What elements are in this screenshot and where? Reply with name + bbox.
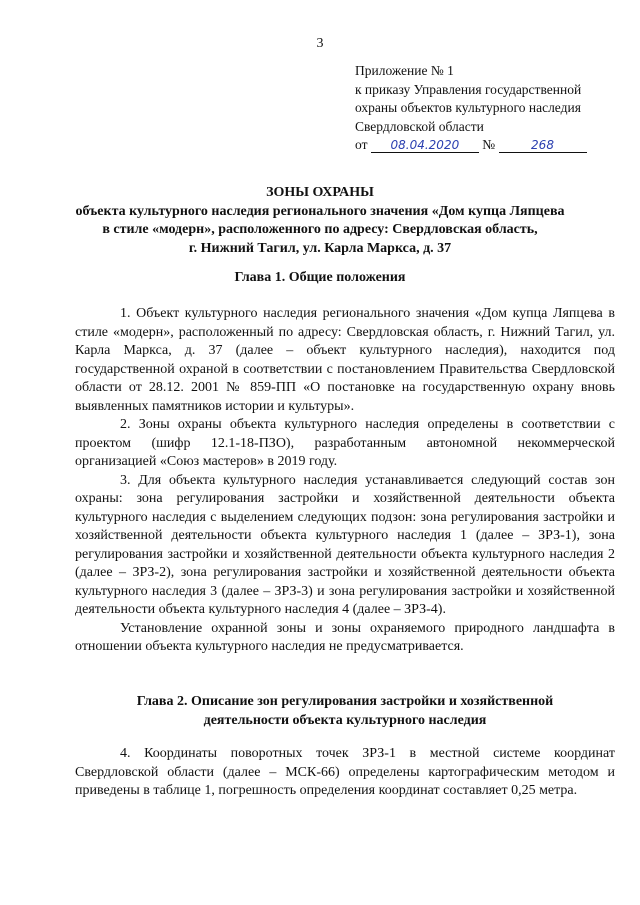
appendix-line: Приложение № 1 — [355, 63, 454, 78]
handwritten-number: 268 — [499, 138, 587, 153]
appendix-line: охраны объектов культурного наследия — [355, 100, 581, 115]
order-date-number-row — [355, 136, 587, 155]
paragraph-establishment: Установление охранной зоны и зоны охраняемого природного ландшафта в отношении объекта культурного наследия не предусматривается. — [75, 620, 615, 654]
title-heading: ЗОНЫ ОХРАНЫ — [266, 185, 374, 200]
chapter-2-heading-line: Глава 2. Описание зон регулирования застройки и хозяйственной — [136, 694, 554, 709]
chapter-1-body — [75, 305, 615, 657]
title-line: объекта культурного наследия регионального значения «Дом купца Ляпцева — [75, 203, 565, 219]
appendix-block — [355, 62, 587, 155]
document-title — [0, 184, 640, 258]
chapter-2-body — [75, 745, 615, 801]
title-line: г. Нижний Тагил, ул. Карла Маркса, д. 37 — [188, 240, 452, 256]
appendix-line: Свердловской области — [355, 118, 484, 134]
title-line: в стиле «модерн», расположенного по адресу: Свердловская область, — [102, 222, 538, 237]
page-number: 3 — [316, 36, 324, 51]
paragraph-1: 1. Объект культурного наследия регионального значения «Дом купца Ляпцева в стиле «модерн», расположенный по адресу: Свердловская область, г. Нижний Тагил, ул. Карла Маркса, д. 37 (далее – объект культурного наследия), находится под государственной охраной в соответствии с постановлением Правительства Свердловской области от 28.12. 2001 № 859-ПП «О постановке на государственную охрану вновь выявленных памятников истории и культуры». — [75, 306, 615, 414]
chapter-2-heading-line: деятельности объекта культурного наследия — [203, 713, 487, 728]
paragraph-4: 4. Координаты поворотных точек ЗРЗ-1 в местной системе координат Свердловской области (далее – МСК-66) определены картографическим методом и приведены в таблице 1, погрешность определения координат составляет 0,25 метра. — [75, 746, 615, 798]
chapter-1-heading: Глава 1. Общие положения — [234, 270, 406, 285]
from-label: от — [355, 137, 368, 152]
appendix-line: к приказу Управления государственной — [355, 81, 582, 97]
chapter-2-heading — [75, 692, 615, 730]
paragraph-2: 2. Зоны охраны объекта культурного наследия определены в соответствии с проектом (шифр 12.1-18-ПЗО), разработанным автономной некоммерческой организацией «Союз мастеров» в 2019 году. — [75, 417, 615, 469]
number-label: № — [482, 137, 496, 152]
paragraph-3: 3. Для объекта культурного наследия устанавливается следующий состав зон охраны: зона регулирования застройки и хозяйственной деятельности объекта культурного наследия с выделением следующих подзон: зона регулирования застройки и хозяйственной деятельности объекта культурного наследия 1 (далее – ЗРЗ-1), зона регулирования застройки и хозяйственной деятельности объекта культурного наследия 2 (далее – ЗРЗ-2), зона регулирования застройки и хозяйственной деятельности объекта культурного наследия 3 (далее – ЗРЗ-3) и зона регулирования застройки и хозяйственной деятельности объекта культурного наследия 4 (далее – ЗРЗ-4). — [75, 472, 615, 617]
handwritten-date: 08.04.2020 — [371, 138, 479, 153]
